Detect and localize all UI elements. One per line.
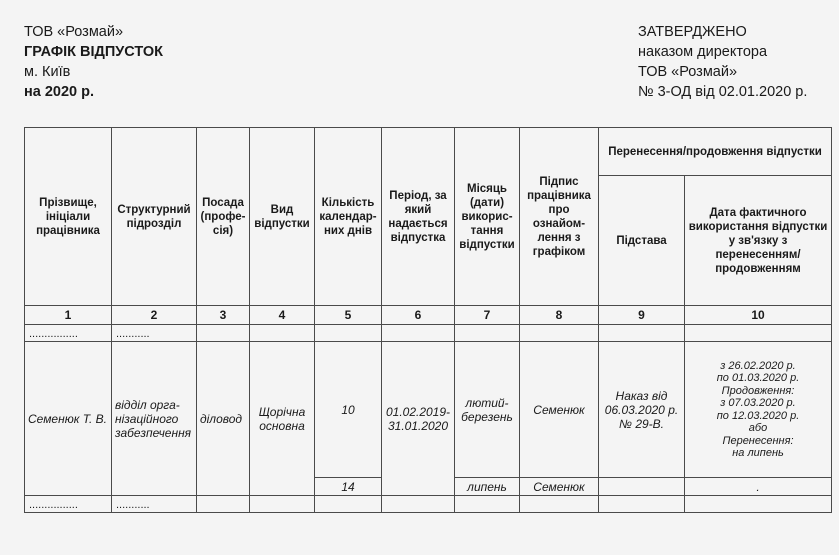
approval-by: наказом директора — [638, 44, 768, 60]
table-row — [25, 342, 832, 478]
col-number: 7 — [455, 306, 520, 325]
actual-date-line: по 12.03.2020 р. — [716, 409, 800, 422]
employee-department: відділ орга-нізаційного забезпечення — [112, 342, 197, 496]
vacation-schedule-table — [24, 127, 832, 513]
header-left — [24, 22, 163, 102]
actual-date-line: на липень — [732, 447, 784, 459]
leave-period: 01.02.2019-31.01.2020 — [382, 342, 455, 496]
employee-signature: Семенюк — [520, 478, 599, 496]
leave-days: 10 — [315, 342, 382, 478]
col-number: 5 — [315, 306, 382, 325]
leave-type: Щорічна основна — [250, 342, 315, 496]
placeholder-dots: ........... — [112, 325, 197, 342]
actual-date-line: або — [748, 422, 768, 434]
approval-company: ТОВ «Розмай» — [638, 64, 738, 80]
col-number: 3 — [197, 306, 250, 325]
leave-month: липень — [455, 478, 520, 496]
placeholder-row — [25, 496, 832, 513]
actual-date-line: з 07.03.2020 р. — [720, 397, 796, 409]
leave-month: лютий-березень — [455, 342, 520, 478]
approval-order-number: № 3-ОД від 02.01.2020 р. — [638, 84, 808, 100]
actual-date-line: з 26.02.2020 р. — [720, 359, 796, 372]
placeholder-dots: ........... — [112, 496, 197, 513]
transfer-basis: Наказ від 06.03.2020 р. № 29-В. — [599, 342, 685, 478]
actual-date-line: Перенесення: — [722, 434, 794, 447]
header-name: Прізвище, ініціали працівника — [25, 128, 112, 306]
header-signature: Підпис працівника про ознайом-лення з графіком — [520, 128, 599, 306]
schedule-year: на 2020 р. — [24, 84, 95, 100]
col-number: 6 — [382, 306, 455, 325]
city: м. Київ — [24, 64, 71, 80]
header-days: Кількість календар-них днів — [315, 128, 382, 306]
actual-date-line: Продовження: — [721, 384, 795, 397]
placeholder-dots: ................ — [25, 496, 112, 513]
placeholder-dots: ................ — [25, 325, 112, 342]
approval-stamp: ЗАТВЕРДЖЕНО — [638, 24, 747, 40]
document-title: ГРАФІК ВІДПУСТОК — [24, 44, 164, 60]
employee-name: Семенюк Т. В. — [25, 342, 112, 496]
placeholder-row — [25, 325, 832, 342]
column-numbers-row — [25, 306, 832, 325]
approval-block — [638, 22, 807, 102]
col-number: 4 — [250, 306, 315, 325]
col-number: 9 — [599, 306, 685, 325]
col-number: 8 — [520, 306, 599, 325]
col-number: 2 — [112, 306, 197, 325]
header-department: Структурний підрозділ — [112, 128, 197, 306]
leave-days: 14 — [315, 478, 382, 496]
employee-signature: Семенюк — [520, 342, 599, 478]
header-period: Період, за який надається відпустка — [382, 128, 455, 306]
company-name: ТОВ «Розмай» — [24, 24, 124, 40]
col-number: 10 — [685, 306, 832, 325]
header-actual-date: Дата фактичного використання відпустки у зв'язку з перенесенням/ продовженням — [685, 176, 832, 306]
header-month: Місяць (дати) викорис-тання відпустки — [455, 128, 520, 306]
header-position: Посада (профе-сія) — [197, 128, 250, 306]
employee-position: діловод — [197, 342, 250, 496]
header-basis: Підстава — [599, 176, 685, 306]
header-transfer-group: Перенесення/продовження відпустки — [599, 128, 832, 176]
actual-usage-dates — [685, 342, 832, 478]
actual-date-line: по 01.03.2020 р. — [716, 372, 800, 384]
header-leave-type: Вид відпустки — [250, 128, 315, 306]
actual-usage-dates: . — [685, 478, 832, 496]
col-number: 1 — [25, 306, 112, 325]
